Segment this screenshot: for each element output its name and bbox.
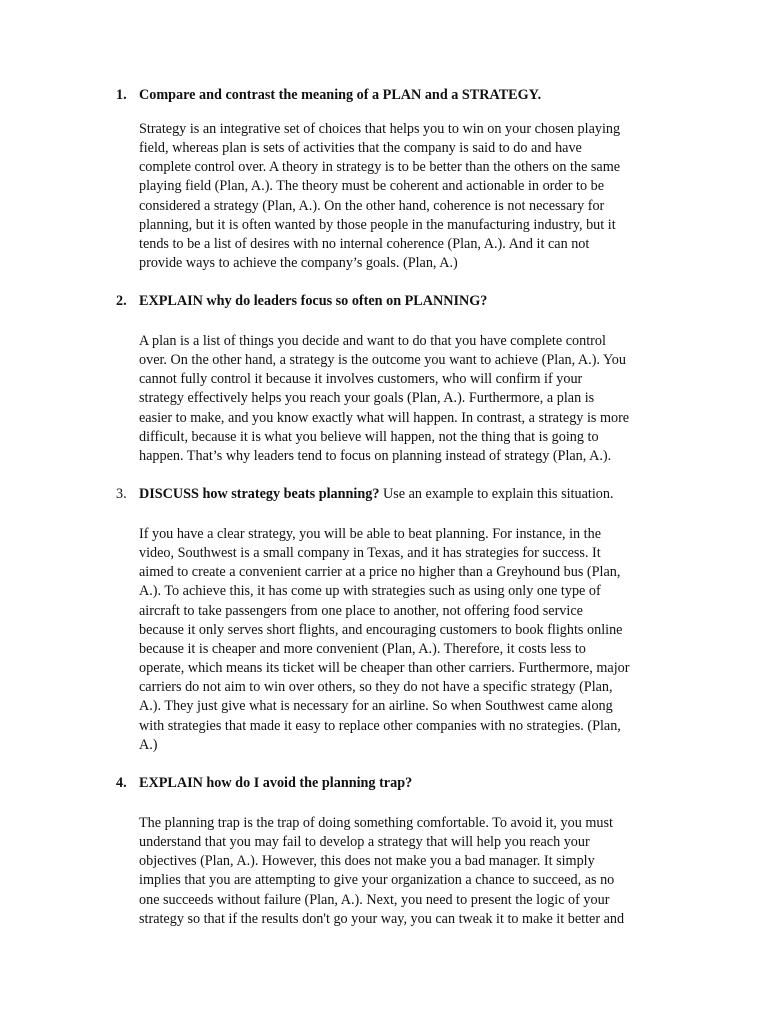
- answer-line: operate, which means its ticket will be cheaper than other carriers. Furthermore, major: [139, 660, 630, 677]
- answer-line: A.). They just give what is necessary for an airline. So when Southwest came along: [139, 698, 613, 715]
- answer-line: aircraft to take passengers from one place to another, not offering food service: [139, 602, 583, 619]
- answer-line: strategy so that if the results don't go your way, you can tweak it to make it better and: [139, 910, 625, 927]
- question-number: 1.: [116, 87, 127, 103]
- answer-line: A.). To achieve this, it has come up with strategies such as using only one type of: [139, 583, 601, 600]
- answer-line: playing field (Plan, A.). The theory must be coherent and actionable in order to be: [139, 178, 605, 195]
- answer-line: complete control over. A theory in strategy is to be better than the others on the same: [139, 159, 621, 176]
- question-number: 4.: [116, 775, 127, 791]
- answer-line: difficult, because it is what you believe will happen, not the thing that is going to: [139, 428, 599, 445]
- question-number: 3.: [116, 486, 127, 502]
- answer-line: If you have a clear strategy, you will be able to beat planning. For instance, in the: [139, 526, 601, 542]
- answer-line: planning, but it is often wanted by those people in the manufacturing industry, but it: [139, 216, 616, 233]
- answer-line: because it is cheaper and more convenient (Plan, A.). Therefore, it costs less to: [139, 640, 586, 657]
- answer-line: considered a strategy (Plan, A.). On the other hand, coherence is not necessary for: [139, 197, 605, 214]
- answer-line: tends to be a list of desires with no internal coherence (Plan, A.). And it can not: [139, 235, 590, 252]
- answer-paragraph: [139, 814, 679, 929]
- question-number: 2.: [116, 293, 127, 309]
- answer-line: happen. That’s why leaders tend to focus on planning instead of strategy (Plan, A.).: [139, 447, 612, 464]
- question-heading: [116, 485, 676, 504]
- answer-line: Strategy is an integrative set of choices that helps you to win on your chosen playing: [139, 121, 621, 137]
- answer-line: A plan is a list of things you decide and want to do that you have complete control: [139, 333, 606, 349]
- question-title: DISCUSS how strategy beats planning?: [139, 486, 380, 502]
- answer-paragraph: [139, 120, 679, 273]
- answer-line: because it only serves short flights, and encouraging customers to book flights online: [139, 621, 623, 638]
- answer-line: with strategies that made it easy to replace other companies with no strategies. (Plan,: [139, 717, 621, 734]
- answer-line: field, whereas plan is sets of activities that the company is said to do and have: [139, 140, 582, 157]
- answer-line: over. On the other hand, a strategy is the outcome you want to achieve (Plan, A.). You: [139, 352, 626, 369]
- question-title: EXPLAIN why do leaders focus so often on PLANNING?: [139, 293, 488, 309]
- question-title: Compare and contrast the meaning of a PLAN and a STRATEGY.: [139, 87, 542, 103]
- question-heading: [116, 292, 676, 311]
- answer-line: A.): [139, 736, 158, 753]
- question-instruction: Use an example to explain this situation.: [379, 486, 614, 502]
- answer-line: understand that you may fail to develop a strategy that will help you reach your: [139, 834, 590, 851]
- answer-line: strategy effectively helps you reach your goals (Plan, A.). Furthermore, a plan is: [139, 390, 595, 407]
- answer-line: provide ways to achieve the company’s goals. (Plan, A.): [139, 255, 458, 272]
- answer-line: video, Southwest is a small company in Texas, and it has strategies for success. It: [139, 545, 601, 562]
- answer-paragraph: [139, 525, 679, 755]
- question-heading: [116, 774, 676, 793]
- answer-line: The planning trap is the trap of doing something comfortable. To avoid it, you must: [139, 815, 613, 831]
- answer-line: one succeeds without failure (Plan, A.). Next, you need to present the logic of your: [139, 891, 610, 908]
- answer-line: implies that you are attempting to give your organization a chance to succeed, as no: [139, 872, 615, 889]
- answer-line: objectives (Plan, A.). However, this does not make you a bad manager. It simply: [139, 853, 595, 870]
- question-heading: [116, 86, 676, 105]
- answer-line: aimed to create a convenient carrier at a price no higher than a Greyhound bus (Plan,: [139, 564, 621, 581]
- question-title: EXPLAIN how do I avoid the planning trap?: [139, 775, 413, 791]
- answer-line: cannot fully control it because it involves customers, who will confirm if your: [139, 371, 583, 388]
- answer-line: easier to make, and you know exactly what will happen. In contrast, a strategy is more: [139, 409, 630, 426]
- answer-paragraph: [139, 332, 679, 466]
- answer-line: carriers do not aim to win over others, so they do not have a specific strategy (Plan,: [139, 679, 613, 696]
